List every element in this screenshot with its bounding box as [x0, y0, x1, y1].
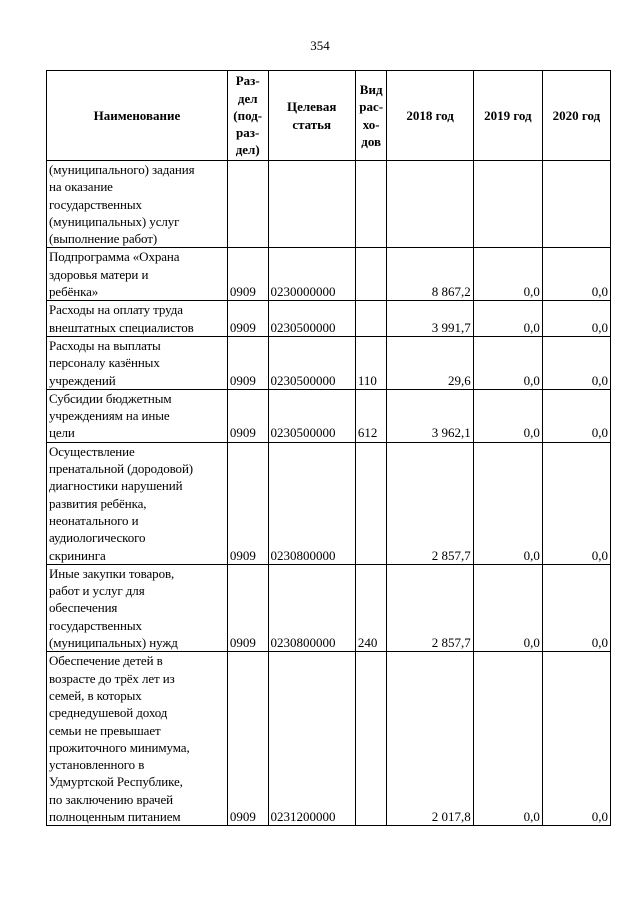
row-name-line: работ и услуг для [49, 583, 145, 599]
row-y2018-cell: 3 991,7 [387, 301, 473, 337]
row-y2020-cell: 0,0 [542, 652, 610, 826]
row-name-cell [47, 652, 228, 826]
row-section-cell: 0909 [227, 301, 268, 337]
row-y2018-cell: 2 017,8 [387, 652, 473, 826]
row-y2020-cell: 0,0 [542, 564, 610, 651]
row-name-line: учреждений [49, 372, 116, 388]
row-name-line: Удмуртской Республике, [49, 774, 183, 790]
header-section-line: (под- [233, 107, 263, 123]
header-expense-line: дов [361, 133, 382, 149]
budget-table [46, 70, 611, 826]
row-expense-cell: 612 [355, 389, 387, 442]
header-section-line: Раз- [235, 73, 260, 89]
header-2019: 2019 год [473, 71, 542, 161]
row-target-cell: 0230500000 [268, 389, 355, 442]
header-target-line: Целевая [286, 99, 337, 115]
table-row [47, 389, 611, 442]
row-expense-cell: 240 [355, 564, 387, 651]
row-name-line: Субсидии бюджетным [49, 390, 172, 406]
table-row [47, 161, 611, 248]
row-name-line: государственных [49, 196, 142, 212]
row-y2019-cell [473, 161, 542, 248]
table-body [47, 161, 611, 826]
row-y2020-cell: 0,0 [542, 336, 610, 389]
row-y2018-cell: 29,6 [387, 336, 473, 389]
row-y2018-cell [387, 161, 473, 248]
row-name-line: развития ребёнка, [49, 495, 147, 511]
row-y2019-cell: 0,0 [473, 652, 542, 826]
row-name-cell [47, 161, 228, 248]
table-row [47, 248, 611, 301]
header-section [227, 71, 268, 161]
row-name-line: учреждениям на иные [49, 408, 170, 424]
row-name-line: (выполнение работ) [49, 231, 158, 247]
row-expense-cell [355, 301, 387, 337]
row-section-cell: 0909 [227, 652, 268, 826]
row-y2020-cell [542, 161, 610, 248]
row-name-line: Расходы на оплату труда [49, 302, 183, 318]
row-y2018-cell: 3 962,1 [387, 389, 473, 442]
row-y2019-cell: 0,0 [473, 389, 542, 442]
row-name-line: пренатальной (дородовой) [49, 461, 194, 477]
table-row [47, 564, 611, 651]
row-name-line: внештатных специалистов [49, 319, 194, 335]
header-2018: 2018 год [387, 71, 473, 161]
header-section-line: дел) [235, 142, 260, 158]
row-name-line: Обеспечение детей в [49, 653, 163, 669]
header-section-line: дел [237, 90, 258, 106]
row-target-cell: 0230500000 [268, 301, 355, 337]
row-section-cell: 0909 [227, 442, 268, 564]
row-name-cell [47, 301, 228, 337]
row-name-line: персоналу казённых [49, 355, 160, 371]
row-name-cell [47, 389, 228, 442]
table-row [47, 652, 611, 826]
row-name-cell [47, 442, 228, 564]
row-name-cell [47, 248, 228, 301]
row-y2020-cell: 0,0 [542, 389, 610, 442]
row-name-line: на оказание [49, 179, 113, 195]
row-y2018-cell: 8 867,2 [387, 248, 473, 301]
row-name-line: аудиологического [49, 530, 146, 546]
header-target-line: статья [292, 116, 332, 132]
row-name-line: по заключению врачей [49, 791, 173, 807]
row-name-line: Подпрограмма «Охрана [49, 249, 180, 265]
row-name-line: прожиточного минимума, [49, 739, 190, 755]
row-y2020-cell: 0,0 [542, 248, 610, 301]
table-row [47, 336, 611, 389]
row-name-line: диагностики нарушений [49, 478, 183, 494]
row-section-cell: 0909 [227, 248, 268, 301]
page-number: 354 [310, 38, 330, 53]
header-expense-line: рас- [359, 99, 384, 115]
row-name-cell [47, 336, 228, 389]
table-row [47, 301, 611, 337]
row-name-line: (муниципального) задания [49, 162, 195, 177]
row-name-cell [47, 564, 228, 651]
row-name-line: цели [49, 425, 75, 441]
row-name-line: ребёнка» [49, 284, 99, 300]
row-section-cell: 0909 [227, 336, 268, 389]
header-target [268, 71, 355, 161]
row-name-line: установленного в [49, 757, 145, 773]
table-header-row [47, 71, 611, 161]
header-name: Наименование [47, 71, 228, 161]
row-name-line: семей, в которых [49, 687, 142, 703]
row-y2019-cell: 0,0 [473, 564, 542, 651]
row-y2018-cell: 2 857,7 [387, 564, 473, 651]
header-expense [355, 71, 387, 161]
row-y2020-cell: 0,0 [542, 301, 610, 337]
row-target-cell [268, 161, 355, 248]
row-y2019-cell: 0,0 [473, 248, 542, 301]
header-expense-line: Вид [359, 81, 383, 97]
row-y2020-cell: 0,0 [542, 442, 610, 564]
row-expense-cell [355, 442, 387, 564]
row-section-cell [227, 161, 268, 248]
row-name-line: государственных [49, 617, 142, 633]
row-target-cell: 0230800000 [268, 564, 355, 651]
row-section-cell: 0909 [227, 564, 268, 651]
row-name-line: семьи не превышает [49, 722, 161, 738]
row-name-line: (муниципальных) услуг [49, 213, 180, 229]
row-y2019-cell: 0,0 [473, 336, 542, 389]
row-target-cell: 0230500000 [268, 336, 355, 389]
row-name-line: здоровья матери и [49, 266, 149, 282]
row-name-line: возрасте до трёх лет из [49, 670, 175, 686]
table-row [47, 442, 611, 564]
row-section-cell: 0909 [227, 389, 268, 442]
row-expense-cell: 110 [355, 336, 387, 389]
row-name-line: полноценным питанием [49, 808, 181, 824]
row-name-line: Осуществление [49, 443, 135, 459]
row-expense-cell [355, 652, 387, 826]
row-y2019-cell: 0,0 [473, 301, 542, 337]
header-section-line: раз- [236, 125, 260, 141]
row-expense-cell [355, 248, 387, 301]
row-name-line: скрининга [49, 547, 106, 563]
row-name-line: Расходы на выплаты [49, 337, 161, 353]
row-expense-cell [355, 161, 387, 248]
row-y2019-cell: 0,0 [473, 442, 542, 564]
row-y2018-cell: 2 857,7 [387, 442, 473, 564]
row-target-cell: 0230800000 [268, 442, 355, 564]
header-expense-line: хо- [362, 116, 380, 132]
row-target-cell: 0231200000 [268, 652, 355, 826]
row-target-cell: 0230000000 [268, 248, 355, 301]
row-name-line: неонатального и [49, 512, 139, 528]
header-2020: 2020 год [542, 71, 610, 161]
row-name-line: Иные закупки товаров, [49, 565, 175, 581]
row-name-line: обеспечения [49, 600, 118, 616]
row-name-line: среднедушевой доход [49, 705, 168, 721]
row-name-line: (муниципальных) нужд [49, 635, 178, 651]
